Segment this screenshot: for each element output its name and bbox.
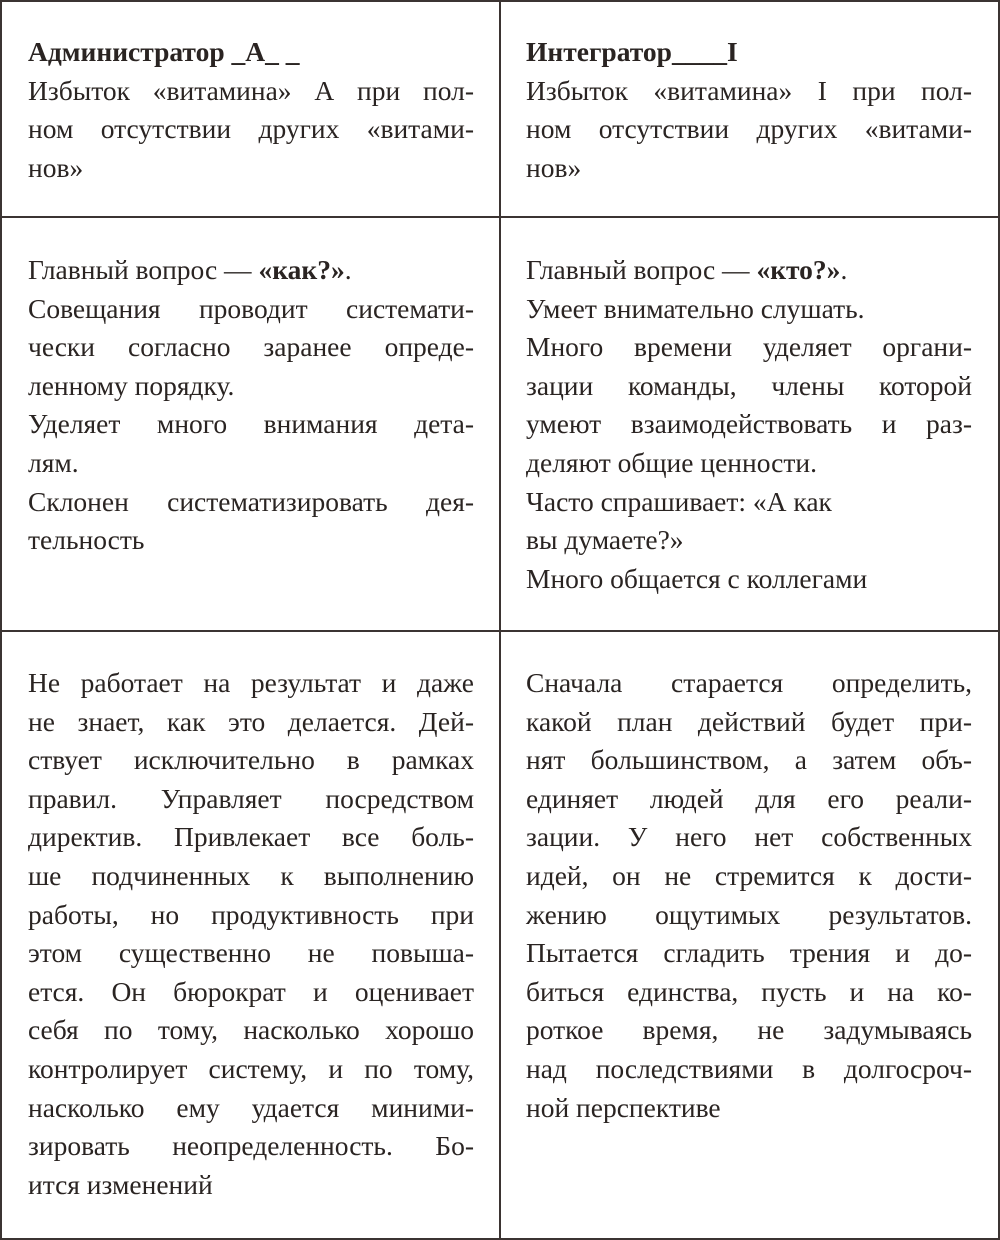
- cell-text-line: умеют взаимодействовать и раз-: [526, 408, 972, 440]
- cell-text-line: ится изменений: [28, 1168, 213, 1200]
- cell-text-line: Избыток «витамина» А при пол-: [28, 74, 474, 106]
- cell-text-line: ном отсутствии других «витами-: [526, 113, 972, 145]
- main-question-suffix: .: [344, 254, 352, 285]
- integrator-title: Интегратор____I: [526, 36, 738, 67]
- cell-text-line: Пытается сгладить трения и до-: [526, 937, 972, 969]
- cell-text-line: контролирует систему, и по тому,: [28, 1052, 474, 1084]
- cell-text-line: себя по тому, насколько хорошо: [28, 1014, 474, 1046]
- row-divider: [0, 630, 1000, 632]
- cell-text-line: Склонен систематизировать дея-: [28, 485, 474, 517]
- cell-text-line: жению ощутимых результатов.: [526, 898, 972, 930]
- cell-text-line: не знает, как это делается. Дей-: [28, 705, 474, 737]
- cell-text-line: Часто спрашивает: «А как: [526, 485, 832, 517]
- cell-text-line: Совещания проводит системати-: [28, 292, 474, 324]
- main-question-prefix: Главный вопрос —: [28, 254, 259, 285]
- integrator-description-cell: [526, 664, 972, 1127]
- cell-text-line: биться единства, пусть и на ко-: [526, 975, 972, 1007]
- row-divider: [0, 216, 1000, 218]
- cell-text-line: директив. Привлекает все боль-: [28, 821, 474, 853]
- cell-text-line: этом существенно не повыша-: [28, 937, 474, 969]
- cell-text-line: чески согласно заранее опреде-: [28, 331, 474, 363]
- cell-text-line: Сначала старается определить,: [526, 667, 972, 698]
- cell-text-line: единяет людей для его реали-: [526, 782, 972, 814]
- cell-text-line: ется. Он бюрократ и оценивает: [28, 975, 474, 1007]
- cell-text-line: зировать неопределенность. Бо-: [28, 1130, 474, 1162]
- cell-text-line: Умеет внимательно слушать.: [526, 292, 865, 324]
- cell-text-line: лям.: [28, 446, 79, 478]
- main-question-suffix: .: [840, 254, 848, 285]
- cell-text-line: нят большинством, а затем объ-: [526, 744, 972, 776]
- administrator-header-cell: [28, 33, 474, 187]
- cell-text-line: ленному порядку.: [28, 369, 235, 401]
- administrator-title: Администратор _А_ _: [28, 36, 300, 67]
- administrator-description-cell: [28, 664, 474, 1204]
- cell-text-line: нов»: [526, 151, 582, 183]
- cell-text-line: какой план действий будет при-: [526, 705, 972, 737]
- integrator-header-cell: [526, 33, 972, 187]
- cell-text-line: ствует исключительно в рамках: [28, 744, 474, 776]
- main-question-keyword: «кто?»: [756, 254, 841, 285]
- main-question-keyword: «как?»: [258, 254, 345, 285]
- cell-text-line: правил. Управляет посредством: [28, 782, 474, 814]
- main-question-prefix: Главный вопрос —: [526, 254, 757, 285]
- cell-text-line: роткое время, не задумываясь: [526, 1014, 972, 1046]
- cell-text-line: нов»: [28, 151, 84, 183]
- cell-text-line: тельность: [28, 524, 145, 556]
- column-divider: [499, 0, 501, 1240]
- cell-text-line: зации команды, члены которой: [526, 369, 972, 401]
- cell-text-line: Уделяет много внимания дета-: [28, 408, 474, 440]
- cell-text-line: Избыток «витамина» I при пол-: [526, 74, 972, 106]
- cell-text-line: ном отсутствии других «витами-: [28, 113, 474, 145]
- administrator-traits-cell: [28, 251, 474, 560]
- cell-text-line: деляют общие ценности.: [526, 446, 817, 478]
- cell-text-line: зации. У него нет собственных: [526, 821, 972, 853]
- cell-text-line: работы, но продуктивность при: [28, 898, 474, 930]
- cell-text-line: над последствиями в долгосроч-: [526, 1052, 972, 1084]
- main-question: [526, 251, 972, 290]
- cell-text-line: Не работает на результат и даже: [28, 667, 474, 698]
- cell-text-line: Много общается с коллегами: [526, 562, 868, 594]
- cell-text-line: вы думаете?»: [526, 524, 684, 556]
- cell-text-line: ной перспективе: [526, 1091, 721, 1123]
- integrator-traits-cell: [526, 251, 972, 598]
- cell-text-line: насколько ему удается миними-: [28, 1091, 474, 1123]
- cell-text-line: идей, он не стремится к дости-: [526, 859, 972, 891]
- main-question: [28, 251, 474, 290]
- cell-text-line: Много времени уделяет органи-: [526, 331, 972, 363]
- cell-text-line: ше подчиненных к выполнению: [28, 859, 474, 891]
